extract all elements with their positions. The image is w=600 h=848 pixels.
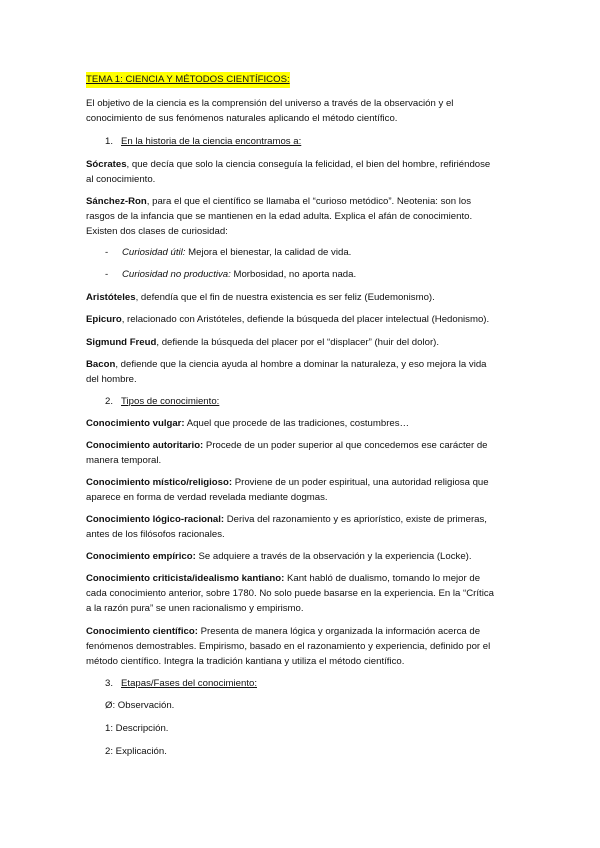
conocimiento-criticista-line-2: cada conocimiento anterior, sobre 1780. No solo puede basarse en la experiencia. En la “Crítica bbox=[86, 588, 494, 599]
list-item-curiosidad-no-productiva-text: Curiosidad no productiva: Morbosidad, no aporta nada. bbox=[122, 269, 357, 280]
intro-line-1: El objetivo de la ciencia es la comprensión del universo a través de la observación y el bbox=[86, 98, 454, 109]
person-name: Sigmund Freud bbox=[86, 337, 157, 348]
section-3-heading bbox=[105, 676, 257, 692]
conocimiento-cientifico: Conocimiento científico: Presenta de manera lógica y organizada la información acerca de bbox=[86, 626, 481, 637]
section-number: 3. bbox=[105, 678, 114, 689]
section-number: 2. bbox=[105, 396, 114, 407]
section-2-heading bbox=[105, 394, 219, 410]
section-title: Etapas/Fases del conocimiento: bbox=[121, 678, 258, 689]
list-item-curiosidad-util: - bbox=[105, 247, 109, 258]
sanchez-ron-line-2: rasgos de la infancia que se mantienen en la edad adulta. Explica el afán de conocimiento. bbox=[86, 211, 473, 222]
fase-explicacion: 2: Explicación. bbox=[105, 746, 167, 757]
fase-descripcion: 1: Descripción. bbox=[105, 723, 169, 734]
aristoteles-paragraph: Aristóteles, defendía que el fin de nuestra existencia es ser feliz (Eudemonismo). bbox=[86, 292, 435, 303]
sanchez-ron-paragraph: Sánchez-Ron, para el que el científico se llamaba el “curioso metódico”. Neotenia: son los bbox=[86, 196, 472, 207]
list-item-curiosidad-no-productiva: - bbox=[105, 269, 109, 280]
conocimiento-vulgar: Conocimiento vulgar: Aquel que procede de las tradiciones, costumbres… bbox=[86, 418, 410, 429]
person-name: Epicuro bbox=[86, 314, 122, 325]
section-1-heading bbox=[105, 134, 301, 150]
socrates-line-2: al conocimiento. bbox=[86, 174, 156, 185]
section-title: En la historia de la ciencia encontramos a: bbox=[121, 136, 302, 147]
conocimiento-logico-racional: Conocimiento lógico-racional: Deriva del razonamiento y es apriorístico, existe de primeras, bbox=[86, 514, 487, 525]
fase-observacion: Ø: Observación. bbox=[105, 700, 175, 711]
section-title: Tipos de conocimiento: bbox=[121, 396, 220, 407]
freud-paragraph: Sigmund Freud, defiende la búsqueda del placer por el “displacer” (huir del dolor). bbox=[86, 337, 440, 348]
bacon-paragraph: Bacon, defiende que la ciencia ayuda al hombre a dominar la naturaleza, y eso mejora la vida bbox=[86, 359, 487, 370]
person-name: Sócrates bbox=[86, 159, 127, 170]
epicuro-paragraph: Epicuro, relacionado con Aristóteles, defiende la búsqueda del placer intelectual (Hedonismo). bbox=[86, 314, 490, 325]
conocimiento-logico-racional-line-2: antes de los filósofos racionales. bbox=[86, 529, 225, 540]
conocimiento-autoritario: Conocimiento autoritario: Procede de un poder superior al que concedemos ese carácter de bbox=[86, 440, 488, 451]
socrates-paragraph: Sócrates, que decía que solo la ciencia conseguía la felicidad, el bien del hombre, refiriéndose bbox=[86, 159, 491, 170]
conocimiento-mistico-line-2: aparece en forma de verdad revelada mediante dogmas. bbox=[86, 492, 328, 503]
intro-line-2: conocimiento de sus fenómenos naturales aplicando el método científico. bbox=[86, 113, 398, 124]
person-name: Aristóteles bbox=[86, 292, 136, 303]
bacon-line-2: del hombre. bbox=[86, 374, 137, 385]
conocimiento-autoritario-line-2: manera temporal. bbox=[86, 455, 162, 466]
section-number: 1. bbox=[105, 136, 114, 147]
list-item-curiosidad-util-text: Curiosidad útil: Mejora el bienestar, la calidad de vida. bbox=[122, 247, 352, 258]
page-title: TEMA 1: CIENCIA Y MÉTODOS CIENTÍFICOS: bbox=[86, 72, 290, 88]
conocimiento-cientifico-line-3: método científico. Integra la tradición kantiana y utiliza el método científico. bbox=[86, 656, 405, 667]
conocimiento-mistico: Conocimiento místico/religioso: Proviene de un poder espiritual, una autoridad religiosa que bbox=[86, 477, 489, 488]
conocimiento-criticista-line-3: a la razón pura” se unen racionalismo y empirismo. bbox=[86, 603, 304, 614]
sanchez-ron-line-3: Existen dos clases de curiosidad: bbox=[86, 226, 228, 237]
conocimiento-cientifico-line-2: fenómenos demostrables. Empirismo, basado en el razonamiento y experiencia, definido por el bbox=[86, 641, 491, 652]
person-name: Bacon bbox=[86, 359, 116, 370]
conocimiento-empirico: Conocimiento empírico: Se adquiere a través de la observación y la experiencia (Locke). bbox=[86, 551, 472, 562]
person-name: Sánchez-Ron bbox=[86, 196, 147, 207]
conocimiento-criticista: Conocimiento criticista/idealismo kantiano: Kant habló de dualismo, tomando lo mejor de bbox=[86, 573, 481, 584]
